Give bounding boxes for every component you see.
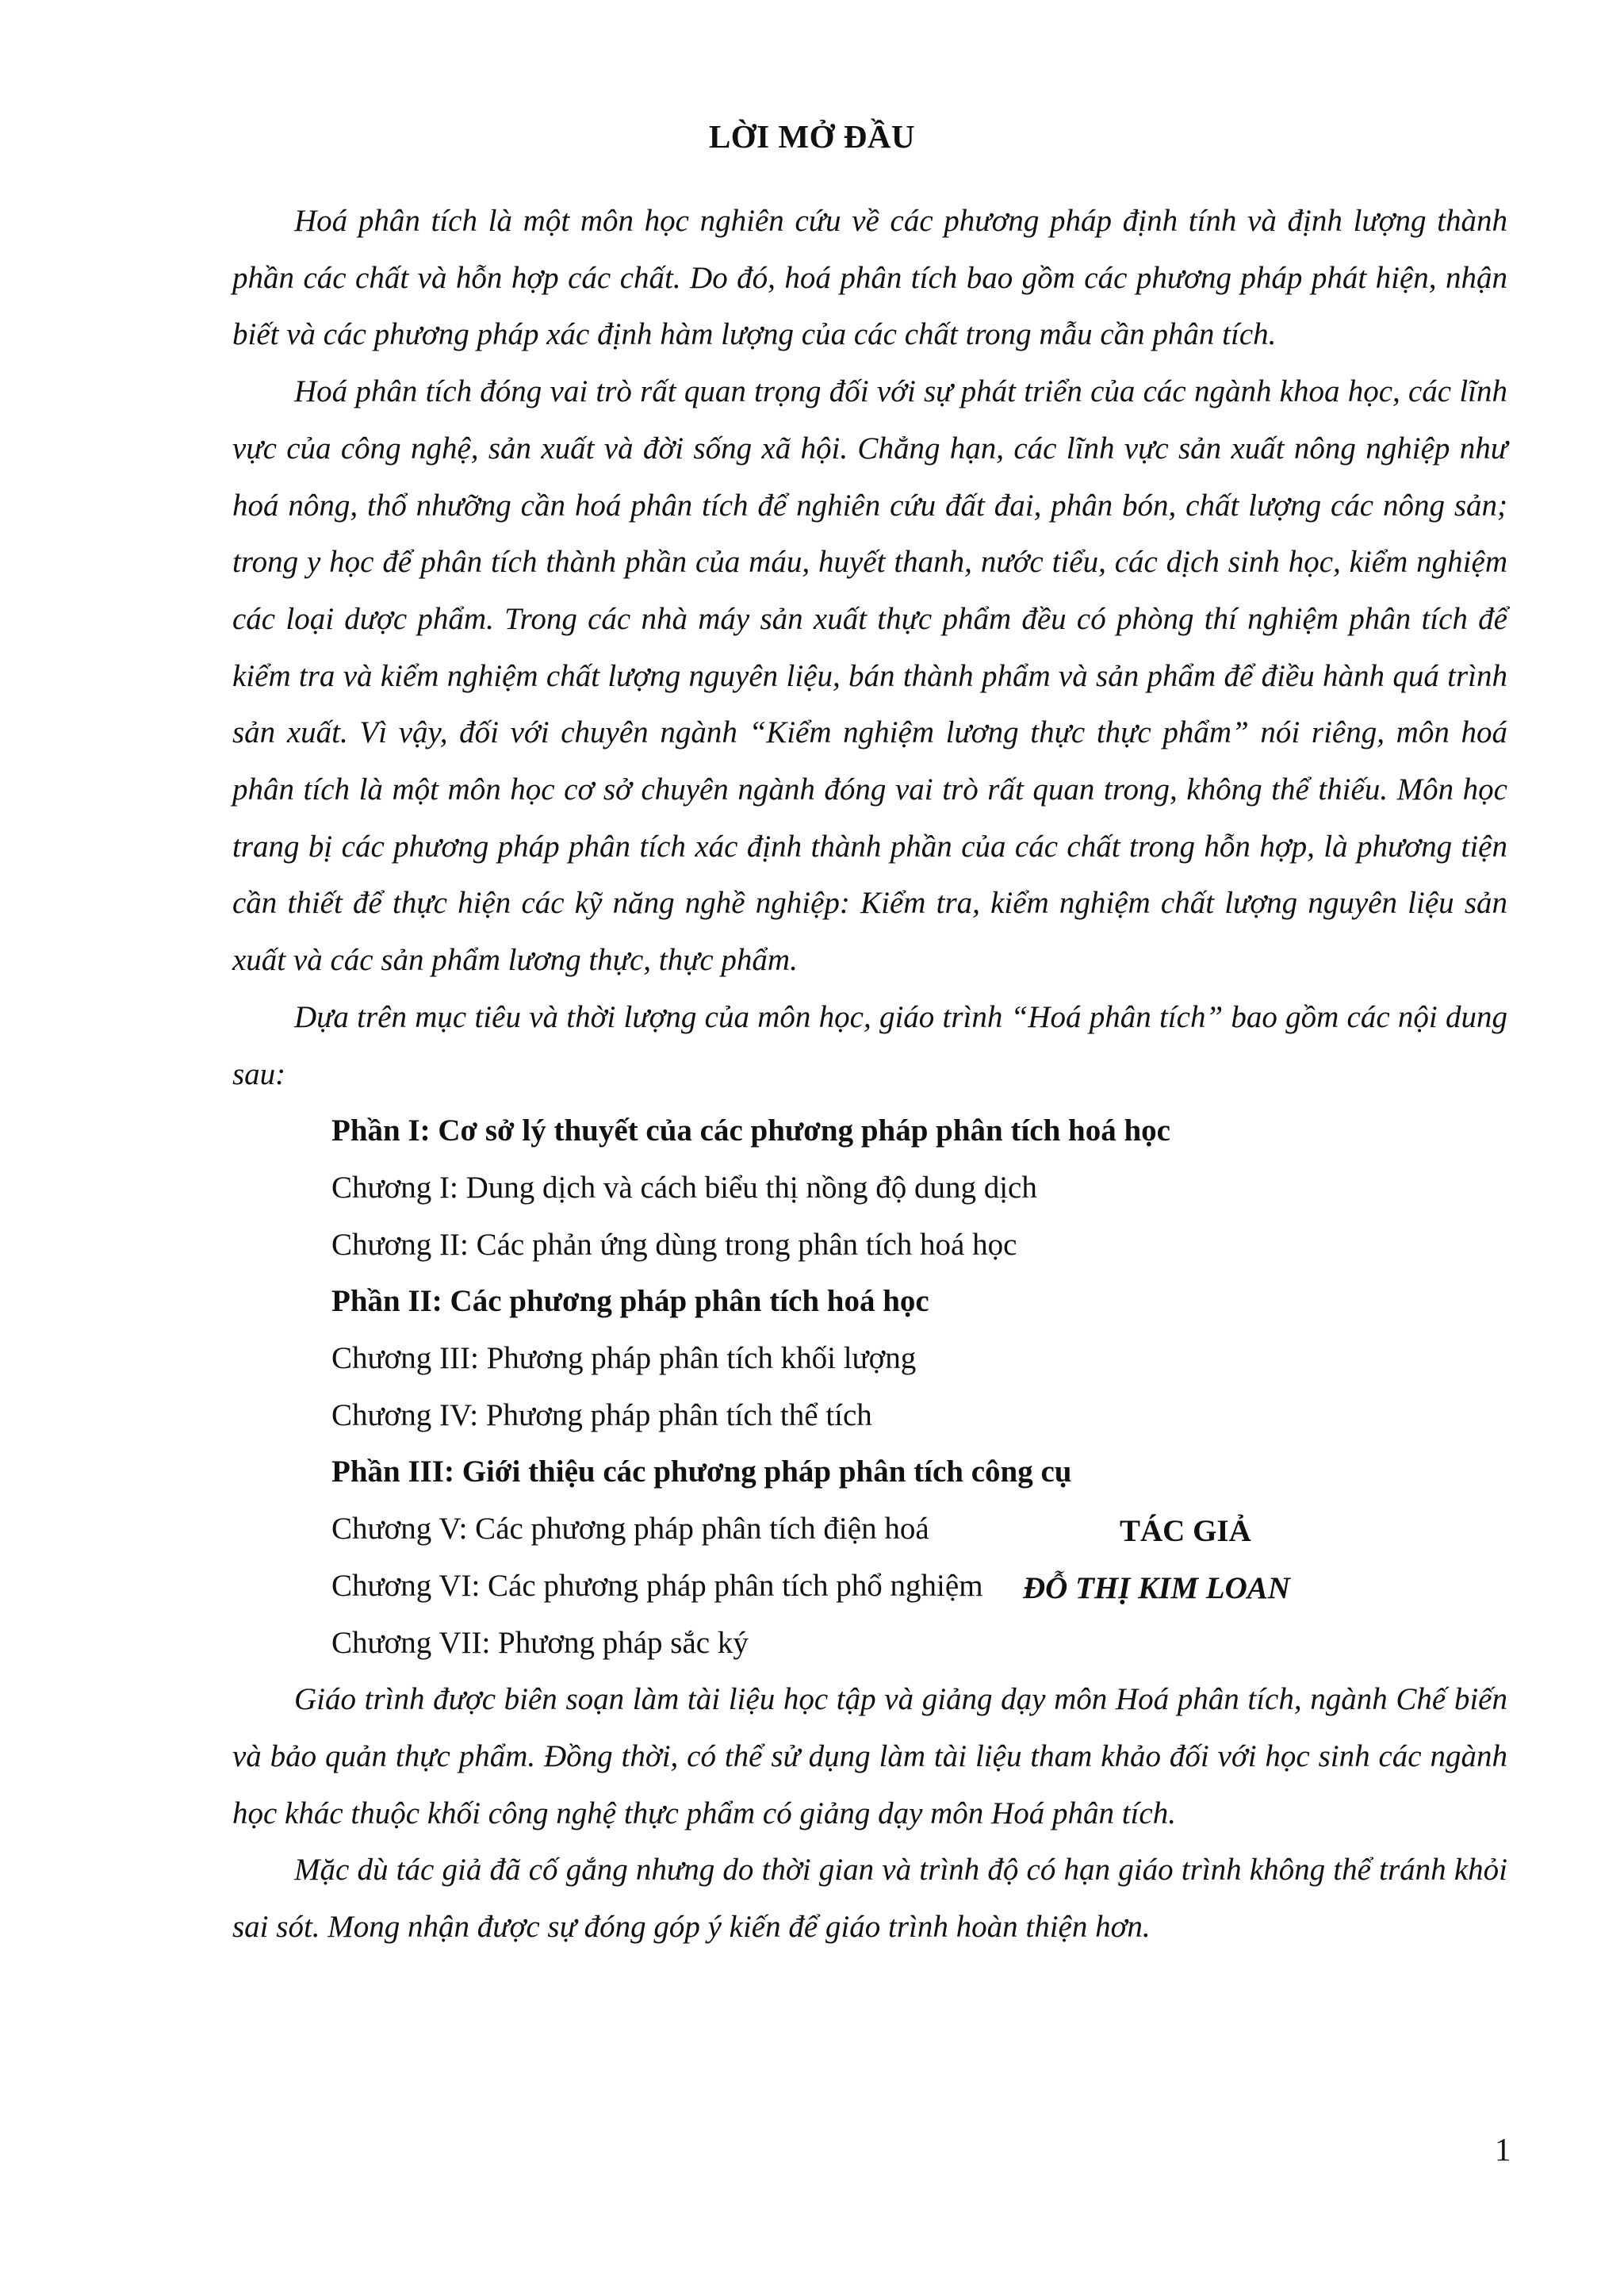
paragraph-role: Hoá phân tích đóng vai trò rất quan trọng đối với sự phát triển của các ngành khoa học, các lĩnh vực của công nghệ, sản xuất và đời sống xã hội. Chẳng hạn, các lĩnh vực sản xuất nông nghiệp như hoá nông, thổ nhưỡng cần hoá phân tích để nghiên cứu đất đai, phân bón, chất lượng các nông sản; trong y học để phân tích thành phần của máu, huyết thanh, nước tiểu, các dịch sinh học, kiểm nghiệm các loại dược phẩm. Trong các nhà máy sản xuất thực phẩm đều có phòng thí nghiệm phân tích để kiểm tra và kiểm nghiệm chất lượng nguyên liệu, bán thành phẩm và sản phẩm để điều hành quá trình sản xuất. Vì vậy, đối với chuyên ngành “Kiểm nghiệm lương thực thực phẩm” nói riêng, môn hoá phân tích là một môn học cơ sở chuyên ngành đóng vai trò rất quan trong, không thể thiếu. Môn học trang bị các phương pháp phân tích xác định thành phần của các chất trong hỗn hợp, là phương tiện cần thiết để thực hiện các kỹ năng nghề nghiệp: Kiểm tra, kiểm nghiệm chất lượng nguyên liệu sản xuất và các sản phẩm lương thực, thực phẩm. [232,374,1507,978]
outline-part-3: Phần III: Giới thiệu các phương pháp phân tích công cụ [331,1455,1072,1489]
outline-chapter-2: Chương II: Các phản ứng dùng trong phân tích hoá học [331,1227,1017,1262]
outline-part-2: Phần II: Các phương pháp phân tích hoá học [331,1284,929,1319]
signature-name: ĐỖ THỊ KIM LOAN [1023,1571,1290,1605]
outline-chapter-5: Chương V: Các phương pháp phân tích điện hoá [331,1512,929,1547]
outline-chapter-6: Chương VI: Các phương pháp phân tích phổ nghiệm [331,1568,983,1603]
page-number: 1 [1495,2131,1511,2168]
outline-part-1: Phần I: Cơ sở lý thuyết của các phương pháp phân tích hoá học [331,1114,1170,1148]
outline-chapter-7: Chương VII: Phương pháp sắc ký [331,1625,749,1660]
outline-chapter-1: Chương I: Dung dịch và cách biểu thị nồng độ dung dịch [331,1170,1037,1205]
paragraph-contents-lead: Dựa trên mục tiêu và thời lượng của môn học, giáo trình “Hoá phân tích” bao gồm các nội dung sau: [232,999,1507,1091]
paragraph-intro: Hoá phân tích là một môn học nghiên cứu về các phương pháp định tính và định lượng thành phần các chất và hỗn hợp các chất. Do đó, hoá phân tích bao gồm các phương pháp phát hiện, nhận biết và các phương pháp xác định hàm lượng của các chất trong mẫu cần phân tích. [232,204,1507,352]
outline-chapter-4: Chương IV: Phương pháp phân tích thể tích [331,1397,872,1432]
course-outline [232,1102,1507,1671]
outline-chapter-3: Chương III: Phương pháp phân tích khối lượng [331,1341,917,1376]
page-title: LỜI MỞ ĐẦU [708,118,916,155]
paragraph-usage: Giáo trình được biên soạn làm tài liệu học tập và giảng dạy môn Hoá phân tích, ngành Chế biến và bảo quản thực phẩm. Đồng thời, có thể sử dụng làm tài liệu tham khảo đối với học sinh các ngành học khác thuộc khối công nghệ thực phẩm có giảng dạy môn Hoá phân tích. [232,1682,1507,1830]
paragraph-closing: Mặc dù tác giả đã cố gắng nhưng do thời gian và trình độ có hạn giáo trình không thể tránh khỏi sai sót. Mong nhận được sự đóng góp ý kiến để giáo trình hoàn thiện hơn. [232,1853,1507,1945]
preface-body [232,193,1507,1956]
signature-role: TÁC GIẢ [1120,1514,1251,1548]
